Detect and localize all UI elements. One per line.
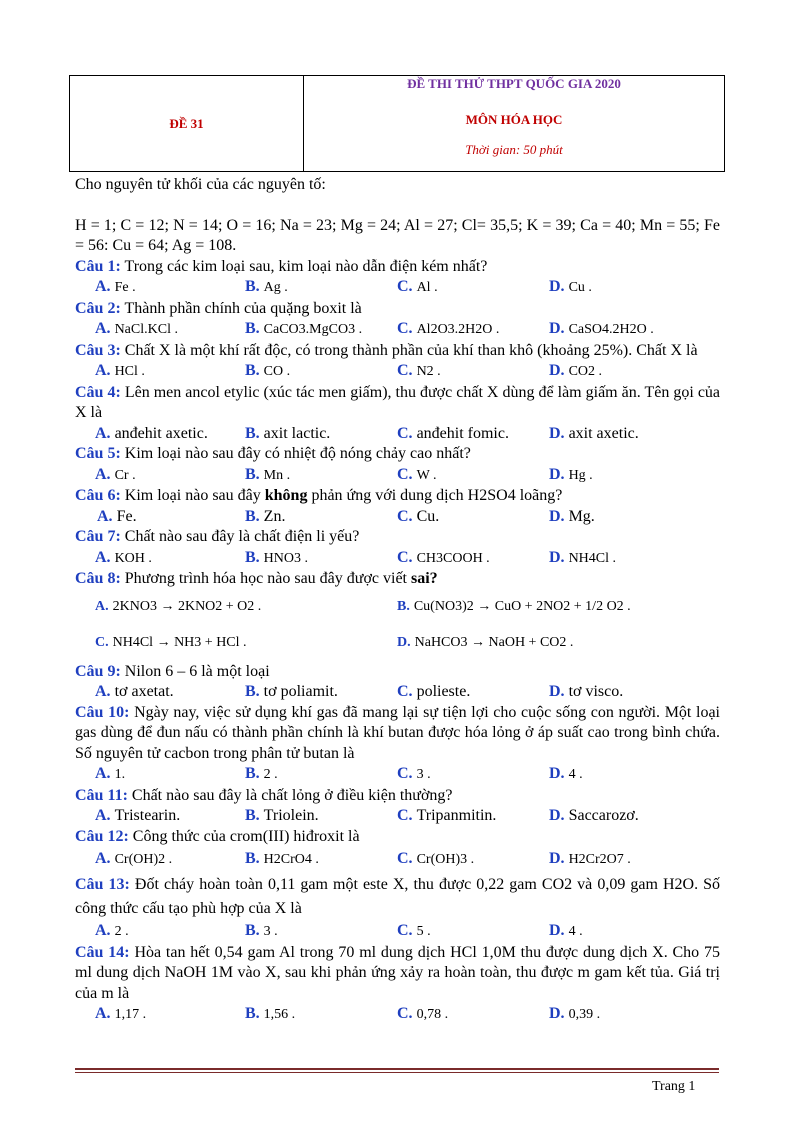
option-d[interactable]: D. tơ visco. — [549, 683, 624, 700]
option-c[interactable]: C. 3 . — [397, 765, 431, 782]
option-d[interactable]: D. Cu . — [549, 278, 592, 295]
option-d[interactable]: D. 0,39 . — [549, 1005, 601, 1022]
footer-divider-thin — [75, 1072, 719, 1073]
option-a[interactable]: A. anđehit axetic. — [95, 424, 208, 442]
exam-header-table — [69, 75, 725, 172]
option-b[interactable]: B. Triolein. — [245, 807, 319, 824]
options-q14 — [75, 1004, 720, 1026]
question-4: Câu 4: Lên men ancol etylic (xúc tác men giấm), thu được chất X dùng để làm giấm ăn. Tên gọi của X là — [75, 383, 721, 421]
option-a[interactable]: A. NaCl.KCl . — [95, 320, 178, 337]
option-c[interactable]: C. N2 . — [397, 362, 441, 379]
option-b[interactable]: B. Ag . — [245, 278, 288, 295]
question-8: Câu 8: Phương trình hóa học nào sau đây được viết sai? — [75, 570, 438, 587]
option-a[interactable]: A. Fe. — [97, 507, 137, 525]
option-b[interactable]: B. Mn . — [245, 465, 291, 483]
option-b[interactable]: B. Zn. — [245, 507, 286, 525]
option-c[interactable]: C. CH3COOH . — [397, 548, 490, 566]
option-c[interactable]: C. 5 . — [397, 922, 431, 939]
question-1: Câu 1: Trong các kim loại sau, kim loại nào dẫn điện kém nhất? — [75, 257, 488, 275]
exam-time: Thời gian: 50 phút — [465, 142, 563, 157]
option-c[interactable]: C. Cr(OH)3 . — [397, 850, 475, 868]
equation-b: Cu(NO3)2 → CuO + 2NO2 + 1/2 O2 . — [413, 599, 631, 615]
option-d[interactable]: D. CO2 . — [549, 362, 603, 379]
option-c[interactable]: C. 0,78 . — [397, 1005, 449, 1022]
exam-code-cell — [70, 76, 304, 171]
option-b[interactable]: B. 1,56 . — [245, 1005, 296, 1022]
options-q5 — [75, 465, 720, 487]
intro-line: Cho nguyên tử khối của các nguyên tố: — [75, 176, 326, 193]
footer-divider — [75, 1068, 719, 1070]
option-d[interactable]: D. H2Cr2O7 . — [549, 850, 631, 868]
options-q6 — [75, 507, 720, 528]
options-q13 — [75, 921, 720, 943]
page-number: Trang 1 — [652, 1079, 696, 1094]
equation-a: 2KNO3 → 2KNO2 + O2 . — [112, 599, 262, 615]
options-q10 — [75, 764, 720, 786]
exam-subject: MÔN HÓA HỌC — [465, 112, 563, 127]
options-q3 — [75, 361, 720, 383]
option-d[interactable]: D. CaSO4.2H2O . — [549, 320, 654, 337]
question-10: Câu 10: Ngày nay, việc sử dụng khí gas đã mang lại sự tiện lợi cho cuộc sống con người. Một loại gas dùng để đun nấu có thành phần chính là khí butan được hóa lỏng ở áp suất cao trong bình chứa. Số nguyên tử cacbon trong phân tử butan là — [75, 703, 721, 762]
exam-info-cell — [304, 76, 724, 171]
option-d[interactable]: D. 4 . — [549, 765, 583, 782]
equation-d: NaHCO3 → NaOH + CO2 . — [414, 635, 574, 651]
option-b[interactable]: B. CO . — [245, 362, 291, 379]
option-b[interactable]: B. tơ poliamit. — [245, 683, 338, 700]
option-a[interactable]: A. 2KNO3 → 2KNO2 + O2 . — [95, 599, 262, 615]
option-a[interactable]: A. Cr(OH)2 . — [95, 850, 173, 868]
option-b[interactable]: B. 3 . — [245, 922, 278, 939]
option-d[interactable]: D. Saccarozơ. — [549, 807, 639, 824]
option-a[interactable]: A. KOH . — [95, 548, 152, 566]
option-d[interactable]: D. axit axetic. — [549, 424, 639, 442]
question-11: Câu 11: Chất nào sau đây là chất lỏng ở điều kiện thường? — [75, 786, 453, 804]
option-d[interactable]: D. Hg . — [549, 465, 593, 483]
options-q4 — [75, 424, 720, 445]
equation-c: NH4Cl → NH3 + HCl . — [112, 635, 247, 651]
option-a[interactable]: A. Tristearin. — [95, 807, 181, 824]
option-d[interactable]: D. 4 . — [549, 922, 583, 939]
option-c[interactable]: C. Tripanmitin. — [397, 807, 497, 824]
option-a[interactable]: A. tơ axetat. — [95, 683, 174, 700]
option-b[interactable]: B. CaCO3.MgCO3 . — [245, 320, 363, 337]
options-q12 — [75, 847, 720, 873]
option-b[interactable]: B. axit lactic. — [245, 424, 331, 442]
options-q9 — [75, 682, 720, 703]
option-d[interactable]: D. NaHCO3 → NaOH + CO2 . — [397, 635, 574, 651]
question-14: Câu 14: Hòa tan hết 0,54 gam Al trong 70 ml dung dịch HCl 1,0M thu được dung dịch X. Cho 75 ml dung dịch NaOH 1M vào X, sau khi phản ứng xảy ra hoàn toàn, thu được m gam kết tủa. Giá trị của m là — [75, 943, 721, 1002]
question-9: Câu 9: Nilon 6 – 6 là một loại — [75, 662, 270, 680]
option-a[interactable]: A. Fe . — [95, 278, 136, 295]
option-b[interactable]: B. 2 . — [245, 765, 278, 782]
question-6: Câu 6: Kim loại nào sau đây không phản ứng với dung dịch H2SO4 loãng? — [75, 487, 563, 504]
question-7: Câu 7: Chất nào sau đây là chất điện li yếu? — [75, 528, 360, 545]
option-c[interactable]: C. anđehit fomic. — [397, 424, 509, 442]
option-d[interactable]: D. Mg. — [549, 507, 595, 525]
exam-content — [75, 175, 720, 1026]
options-q7 — [75, 548, 720, 570]
option-d[interactable]: D. NH4Cl . — [549, 548, 617, 566]
option-c[interactable]: C. Cu. — [397, 507, 440, 525]
options-q8-row2 — [75, 626, 720, 662]
exam-title: ĐỀ THI THỬ THPT QUỐC GIA 2020 — [407, 76, 621, 91]
question-13: Câu 13: Đốt cháy hoàn toàn 0,11 gam một este X, thu được 0,22 gam CO2 và 0,09 gam H2O. Số công thức cấu tạo phù hợp của X là — [75, 876, 721, 917]
option-b[interactable]: B. HNO3 . — [245, 548, 309, 566]
options-q2 — [75, 319, 720, 341]
option-c[interactable]: C. Al2O3.2H2O . — [397, 320, 500, 337]
option-c[interactable]: C. polieste. — [397, 683, 471, 700]
question-2: Câu 2: Thành phần chính của quặng boxit là — [75, 299, 362, 317]
option-c[interactable]: C. NH4Cl → NH3 + HCl . — [95, 635, 247, 651]
option-b[interactable]: B. H2CrO4 . — [245, 850, 319, 868]
option-a[interactable]: A. Cr . — [95, 465, 136, 483]
spacer — [75, 196, 720, 216]
options-q11 — [75, 806, 720, 827]
atomic-masses: H = 1; C = 12; N = 14; O = 16; Na = 23; Mg = 24; Al = 27; Cl= 35,5; K = 39; Ca = 40; Mn = 55; Fe = 56: Cu = 64; Ag = 108. — [75, 216, 720, 254]
question-12: Câu 12: Công thức của crom(III) hiđroxit là — [75, 827, 360, 845]
option-a[interactable]: A. 1. — [95, 765, 126, 782]
question-5: Câu 5: Kim loại nào sau đây có nhiệt độ nóng chảy cao nhất? — [75, 445, 471, 462]
options-q8-row1 — [75, 590, 720, 626]
exam-code: ĐỀ 31 — [169, 115, 204, 131]
question-3: Câu 3: Chất X là một khí rất độc, có trong thành phần của khí than khô (khoảng 25%). Chất X là — [75, 341, 698, 359]
option-c[interactable]: C. W . — [397, 465, 437, 483]
option-a[interactable]: A. HCl . — [95, 362, 145, 379]
option-c[interactable]: C. Al . — [397, 278, 438, 295]
option-a[interactable]: A. 1,17 . — [95, 1005, 147, 1022]
options-q1 — [75, 277, 720, 299]
option-a[interactable]: A. 2 . — [95, 922, 129, 939]
option-b[interactable]: B. Cu(NO3)2 → CuO + 2NO2 + 1/2 O2 . — [397, 599, 631, 615]
